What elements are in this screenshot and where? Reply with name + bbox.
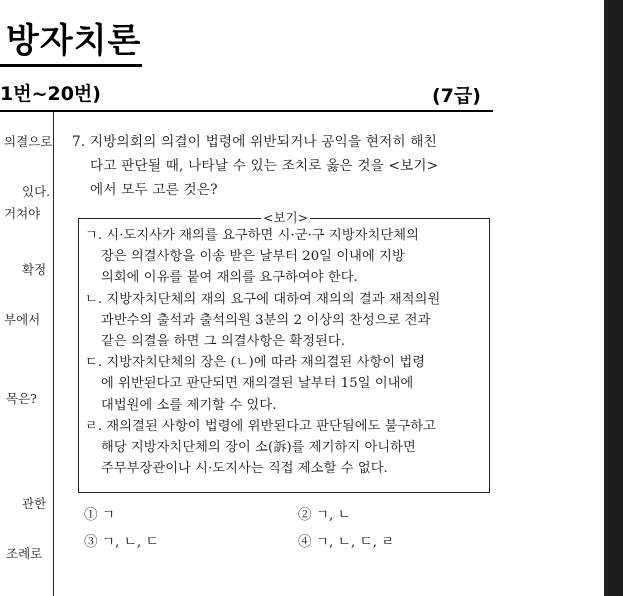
- option-text: ㄱ, ㄴ, ㄷ, ㄹ: [315, 534, 395, 550]
- left-fragment: 있다.: [22, 184, 51, 199]
- left-fragment: 관한: [22, 496, 47, 511]
- viewer-edge-bar: [604, 0, 623, 596]
- option-text: ㄱ: [101, 507, 116, 523]
- question-range: 1번~20번): [0, 83, 101, 105]
- bogi-item-line: ㄱ. 시·도지사가 재의를 요구하면 시·군·구 지방자치단체의: [85, 228, 419, 243]
- answer-option-1[interactable]: [84, 506, 115, 524]
- question-line: 7. 지방의회의 의결이 법령에 위반되거나 공익을 현저히 해친: [72, 134, 437, 150]
- bogi-item-line: 대법원에 소를 제기할 수 있다.: [101, 397, 277, 413]
- option-number: ③: [84, 534, 98, 550]
- bogi-label: <보기>: [263, 210, 309, 225]
- page-title: 방자치론: [6, 21, 142, 61]
- header-rule: [0, 110, 493, 112]
- left-fragment: 부에서: [4, 312, 41, 327]
- option-number: ④: [298, 534, 312, 550]
- bogi-box: [78, 210, 490, 493]
- answer-option-3[interactable]: [84, 533, 159, 551]
- bogi-item-line: 같은 의결을 하면 그 의결사항은 확정된다.: [101, 334, 346, 350]
- bogi-item-line: 장은 의결사항을 이송 받은 날부터 20일 이내에 지방: [101, 249, 405, 265]
- answer-option-2[interactable]: [298, 506, 351, 524]
- title-underline: [0, 64, 142, 67]
- exam-grade: (7급): [432, 85, 481, 107]
- bogi-item-line: 주무부장관이나 시·도지사는 직접 제소할 수 없다.: [101, 461, 388, 477]
- bogi-item-line: ㄴ. 지방자치단체의 재의 요구에 대하여 재의의 결과 재적의원: [85, 291, 441, 307]
- bogi-item-line: ㄷ. 지방자치단체의 장은 (ㄴ)에 따라 재의결된 사항이 법령: [85, 355, 426, 371]
- option-number: ①: [84, 507, 98, 523]
- bogi-item-line: 의회에 이유를 붙여 재의를 요구하여야 한다.: [101, 270, 358, 286]
- option-text: ㄱ, ㄴ: [315, 507, 351, 523]
- question-7: [72, 130, 492, 202]
- left-fragment: 조례로: [6, 546, 43, 561]
- question-line: 다고 판단될 때, 나타날 수 있는 조치로 옳은 것을 <보기>: [90, 158, 439, 174]
- bogi-item-line: ㄹ. 재의결된 사항이 법령에 위반된다고 판단됨에도 불구하고: [85, 418, 437, 434]
- bogi-item-line: 에 위반된다고 판단되면 재의결된 날부터 15일 이내에: [101, 376, 414, 392]
- option-text: ㄱ, ㄴ, ㄷ: [101, 534, 159, 550]
- left-fragment: 거쳐야: [4, 206, 41, 221]
- answer-option-4[interactable]: [298, 533, 394, 551]
- question-line: 에서 모두 고른 것은?: [90, 182, 218, 198]
- bogi-item-line: 해당 지방자치단체의 장이 소(訴)를 제기하지 아니하면: [101, 440, 416, 456]
- bogi-body: [85, 225, 485, 479]
- left-fragment: 목은?: [6, 391, 37, 406]
- left-fragment: 확정: [22, 262, 47, 277]
- column-divider: [53, 112, 54, 596]
- bogi-item-line: 과반수의 출석과 출석의원 3분의 2 이상의 찬성으로 전과: [101, 312, 431, 328]
- left-fragment: 의결으로: [4, 134, 53, 149]
- option-number: ②: [298, 507, 312, 523]
